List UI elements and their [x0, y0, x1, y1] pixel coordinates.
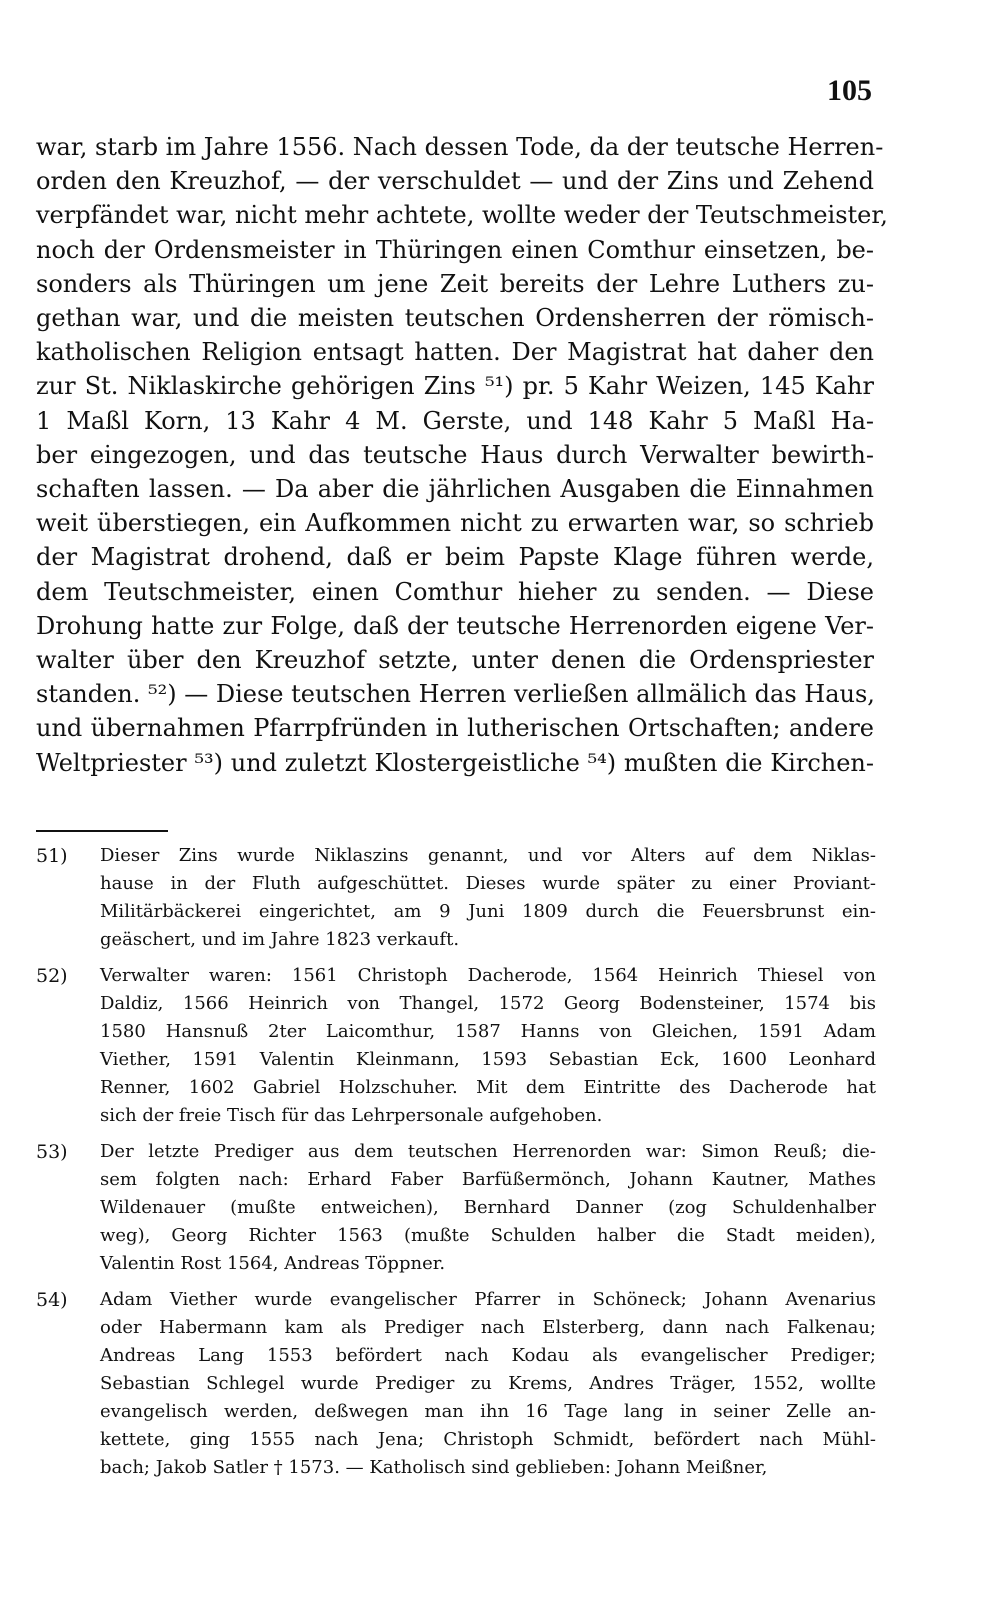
text-line: und übernahmen Pfarrpfründen in lutherischen Ortschaften; andere	[36, 714, 874, 743]
footnote-line: Wildenauer (mußte entweichen), Bernhard Danner (zog Schuldenhalber	[100, 1197, 876, 1218]
footnote	[36, 962, 876, 1130]
text-line: zur St. Niklaskirche gehörigen Zins ⁵¹) pr. 5 Kahr Weizen, 145 Kahr	[36, 372, 874, 401]
text-line: Drohung hatte zur Folge, daß der teutsche Herrenorden eigene Ver-	[36, 611, 874, 640]
footnote-line: Andreas Lang 1553 befördert nach Kodau als evangelischer Prediger;	[100, 1345, 876, 1366]
footnotes	[36, 842, 876, 1490]
footnote-line: Militärbäckerei eingerichtet, am 9 Juni 1809 durch die Feuersbrunst ein-	[100, 901, 876, 922]
text-line: katholischen Religion entsagt hatten. Der Magistrat hat daher den	[36, 338, 874, 367]
text-line: schaften lassen. — Da aber die jährlichen Ausgaben die Einnahmen	[36, 475, 874, 504]
footnote-line: geäschert, und im Jahre 1823 verkauft.	[100, 929, 460, 950]
footnote-line: Dieser Zins wurde Niklaszins genannt, und vor Alters auf dem Niklas-	[100, 845, 876, 866]
footnote-line: evangelisch werden, deßwegen man ihn 16 Tage lang in seiner Zelle an-	[100, 1401, 876, 1422]
text-line: dem Teutschmeister, einen Comthur hieher zu senden. — Diese	[36, 577, 874, 606]
footnote-line: Daldiz, 1566 Heinrich von Thangel, 1572 Georg Bodensteiner, 1574 bis	[100, 993, 876, 1014]
text-line: der Magistrat drohend, daß er beim Papste Klage führen werde,	[36, 543, 874, 572]
footnote	[36, 842, 876, 954]
text-line: Weltpriester ⁵³) und zuletzt Klostergeistliche ⁵⁴) mußten die Kirchen-	[36, 748, 874, 777]
text-line: war, starb im Jahre 1556. Nach dessen Tode, da der teutsche Herren-	[36, 133, 884, 161]
footnote-line: hause in der Fluth aufgeschüttet. Dieses wurde später zu einer Proviant-	[100, 873, 876, 894]
footnote-line: bach; Jakob Satler † 1573. — Katholisch sind geblieben: Johann Meißner,	[100, 1457, 768, 1478]
main-text	[36, 130, 888, 780]
text-line: orden den Kreuzhof, — der verschuldet — und der Zins und Zehend	[36, 167, 874, 196]
text-line: standen. ⁵²) — Diese teutschen Herren verließen allmälich das Haus,	[36, 680, 875, 709]
footnote-line: oder Habermann kam als Prediger nach Elsterberg, dann nach Falkenau;	[100, 1317, 876, 1338]
page-number: 105	[827, 74, 872, 107]
text-line: walter über den Kreuzhof setzte, unter denen die Ordenspriester	[36, 646, 874, 675]
footnote-line: 1580 Hansnuß 2ter Laicomthur, 1587 Hanns von Gleichen, 1591 Adam	[100, 1021, 876, 1042]
footnote-line: Viether, 1591 Valentin Kleinmann, 1593 Sebastian Eck, 1600 Leonhard	[100, 1049, 876, 1070]
text-line: ber eingezogen, und das teutsche Haus durch Verwalter bewirth-	[36, 440, 874, 469]
footnote-line: Verwalter waren: 1561 Christoph Dacherode, 1564 Heinrich Thiesel von	[100, 965, 876, 986]
footnote-line: Renner, 1602 Gabriel Holzschuher. Mit dem Eintritte des Dacherode hat	[100, 1077, 876, 1098]
footnote	[36, 1138, 876, 1278]
footnote-line: Valentin Rost 1564, Andreas Töppner.	[100, 1253, 446, 1274]
text-line: noch der Ordensmeister in Thüringen einen Comthur einsetzen, be-	[36, 235, 874, 264]
footnote-line: weg), Georg Richter 1563 (mußte Schulden halber die Stadt meiden),	[100, 1225, 876, 1246]
footnote-number: 51)	[36, 845, 68, 867]
footnote-line: Sebastian Schlegel wurde Prediger zu Krems, Andres Träger, 1552, wollte	[100, 1373, 876, 1394]
footnote-line: kettete, ging 1555 nach Jena; Christoph Schmidt, befördert nach Mühl-	[100, 1429, 876, 1450]
footnote-separator	[36, 830, 168, 832]
footnote-line: Der letzte Prediger aus dem teutschen Herrenorden war: Simon Reuß; die-	[100, 1141, 876, 1162]
text-line: 1 Maßl Korn, 13 Kahr 4 M. Gerste, und 148 Kahr 5 Maßl Ha-	[36, 406, 874, 435]
text-line: gethan war, und die meisten teutschen Ordensherren der römisch-	[36, 304, 874, 333]
footnote-number: 52)	[36, 965, 68, 987]
footnote-line: sem folgten nach: Erhard Faber Barfüßermönch, Johann Kautner, Mathes	[100, 1169, 876, 1190]
text-line: verpfändet war, nicht mehr achtete, wollte weder der Teutschmeister,	[36, 201, 888, 230]
footnote-number: 53)	[36, 1141, 68, 1163]
footnote-line: sich der freie Tisch für das Lehrpersonale aufgehoben.	[100, 1105, 603, 1126]
footnote-number: 54)	[36, 1289, 68, 1311]
text-line: sonders als Thüringen um jene Zeit bereits der Lehre Luthers zu-	[36, 269, 874, 298]
footnote	[36, 1286, 876, 1482]
footnote-line: Adam Viether wurde evangelischer Pfarrer in Schöneck; Johann Avenarius	[100, 1289, 876, 1310]
text-line: weit überstiegen, ein Aufkommen nicht zu erwarten war, so schrieb	[36, 509, 874, 538]
